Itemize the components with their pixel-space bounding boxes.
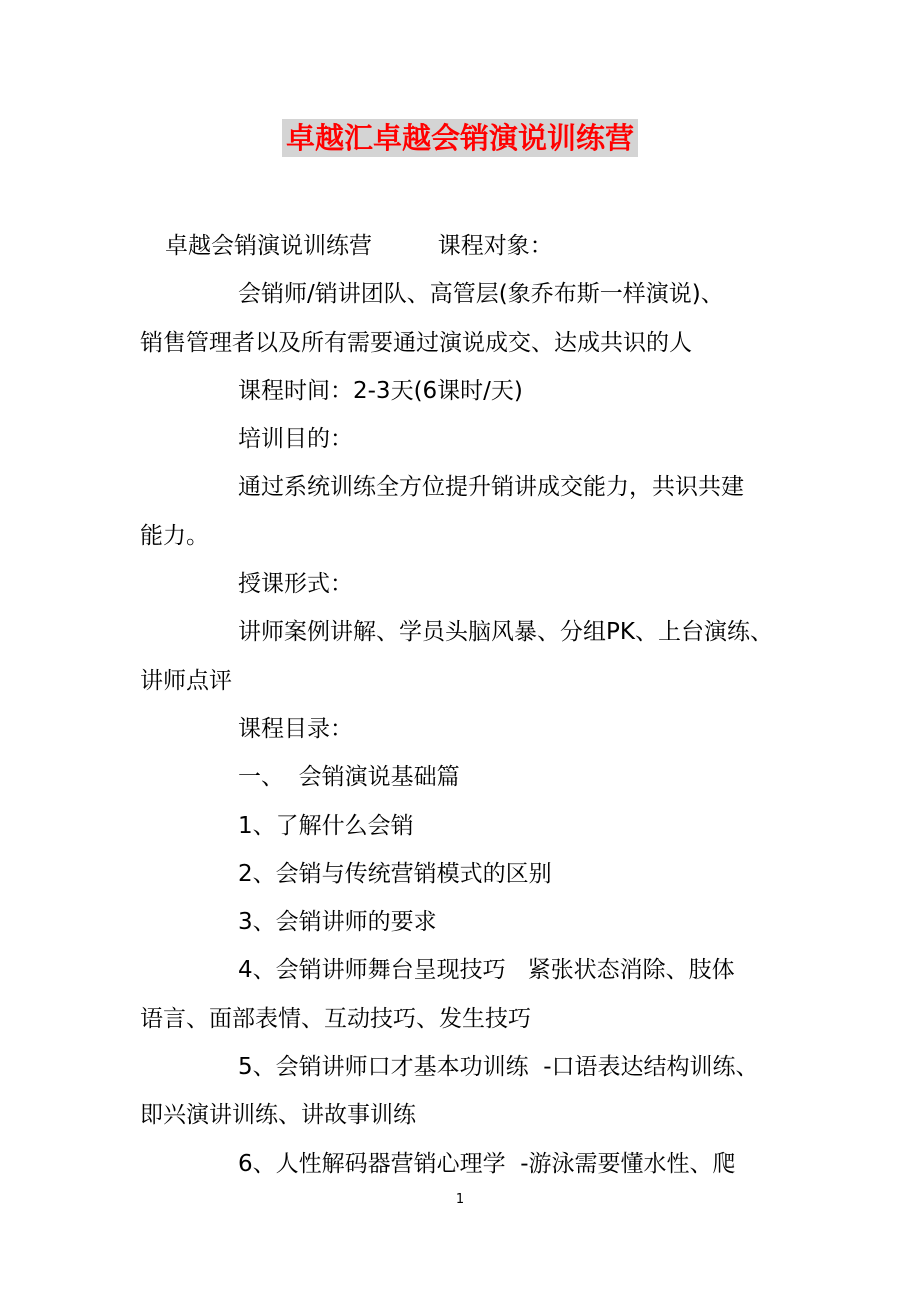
text-line: 培训目的： bbox=[238, 426, 353, 453]
text-line: 一、 会销演说基础篇 bbox=[238, 764, 460, 791]
text-line: 会销师/销讲团队、高管层(象乔布斯一样演说)、 bbox=[238, 281, 724, 308]
text-line: 3、会销讲师的要求 bbox=[238, 909, 437, 936]
text-line: 4、会销讲师舞台呈现技巧 紧张状态消除、肢体 bbox=[238, 957, 735, 984]
text-line: 能力。 bbox=[140, 522, 209, 549]
text-line: 课程目录： bbox=[238, 715, 353, 742]
text-line: 5、会销讲师口才基本功训练 -口语表达结构训练、 bbox=[238, 1054, 759, 1081]
text-line: 6、人性解码器营销心理学 -游泳需要懂水性、爬 bbox=[238, 1150, 736, 1177]
text-line: 卓越会销演说训练营 课程对象： bbox=[165, 233, 553, 259]
text-line: 课程时间：2-3天(6课时/天) bbox=[238, 377, 523, 404]
text-line: 通过系统训练全方位提升销讲成交能力，共识共建 bbox=[238, 474, 744, 501]
text-line: 授课形式： bbox=[238, 571, 353, 598]
document-title bbox=[0, 116, 920, 157]
document-body bbox=[140, 222, 790, 1188]
text-line: 讲师案例讲解、学员头脑风暴、分组PK、上台演练、 bbox=[238, 619, 773, 646]
text-line: 1、了解什么会销 bbox=[238, 812, 414, 839]
page-number: 1 bbox=[455, 1192, 465, 1207]
text-line: 即兴演讲训练、讲故事训练 bbox=[140, 1102, 416, 1129]
text-line: 语言、面部表情、互动技巧、发生技巧 bbox=[140, 1005, 531, 1032]
text-line: 讲师点评 bbox=[140, 667, 232, 694]
text-line: 2、会销与传统营销模式的区别 bbox=[238, 860, 552, 887]
text-line: 销售管理者以及所有需要通过演说成交、达成共识的人 bbox=[140, 329, 692, 356]
title-text: 卓越汇卓越会销演说训练营 bbox=[282, 119, 638, 157]
